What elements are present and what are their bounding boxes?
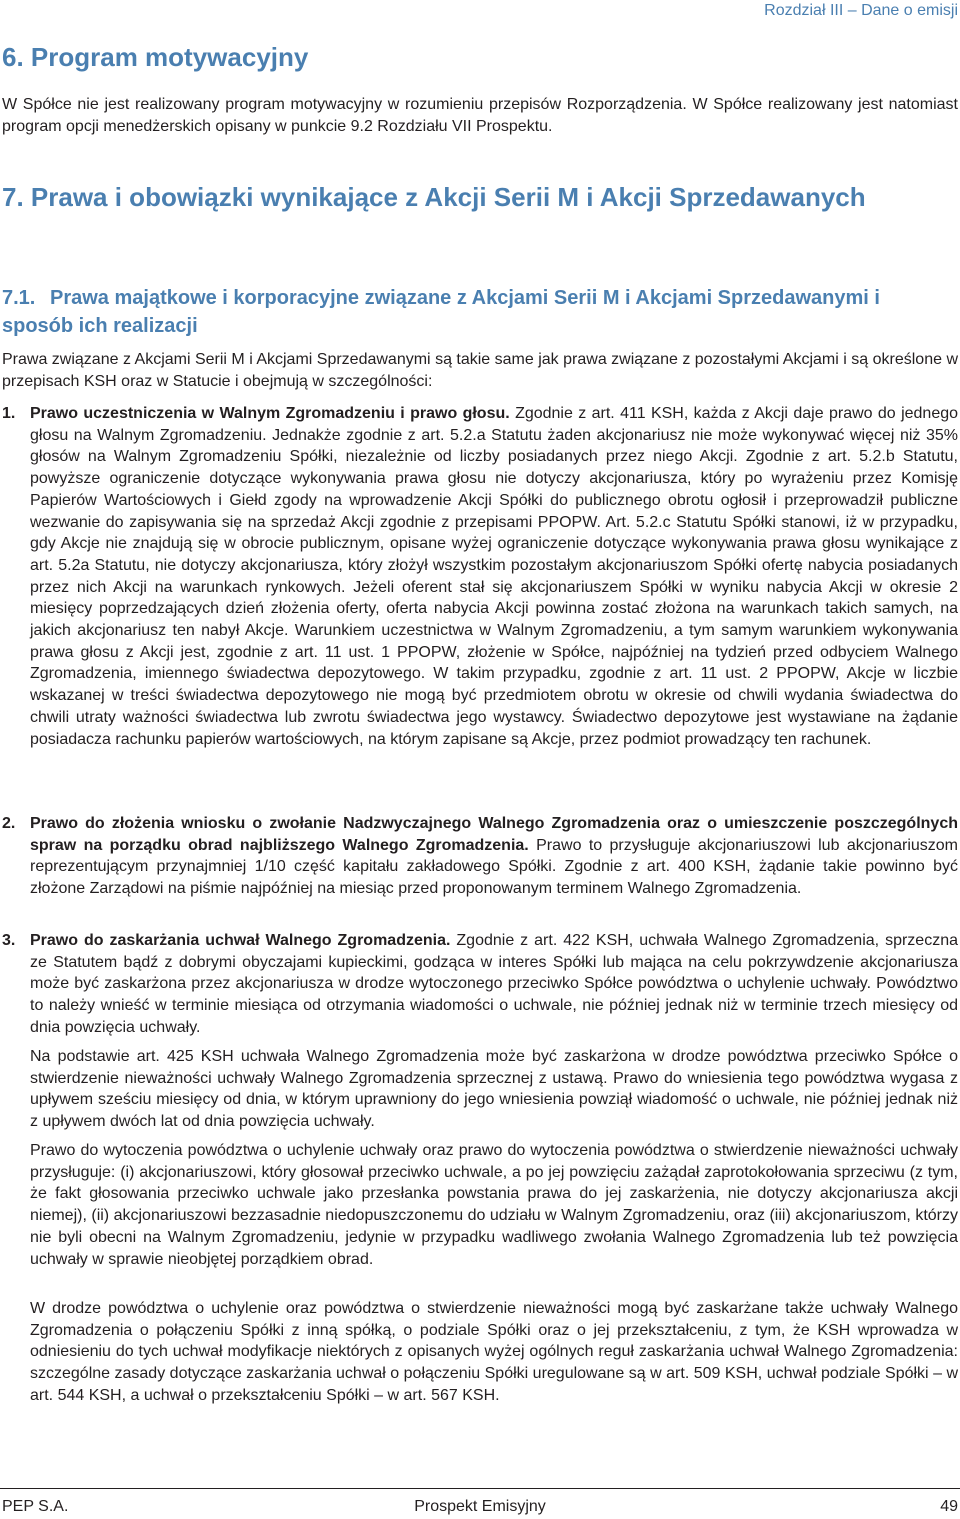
list-item-number: 1. [2, 405, 16, 422]
page-number: 49 [940, 1498, 958, 1515]
section-7-title: 7. Prawa i obowiązki wynikające z Akcji Serii M i Akcji Sprzedawanych [2, 182, 866, 212]
paragraph-merger-resolutions: W drodze powództwa o uchylenie oraz powództwa o stwierdzenie nieważności mogą być zaskarżane także uchwały Walnego Zgromadzenia o połączeniu Spółki z inną spółką, o podziale Spółki oraz o jej przekształceniu, z tym, że KSH wprowadza w odniesieniu do tych uchwał modyfikacje niektórych z opisanych wyżej ogólnych reguł zaskarżania uchwał Walnego Zgromadzenia: szczególne zasady dotyczące zaskarżania uchwał o połączeniu Spółki uregulowane są w art. 509 KSH, uchwał podziale Spółki – w art. 544 KSH, a uchwał o przekształceniu Spółki – w art. 567 KSH. [30, 1300, 958, 1404]
list-item-number: 2. [2, 815, 16, 832]
paragraph-right-to-sue: Prawo do wytoczenia powództwa o uchylenie uchwały oraz prawo do wytoczenia powództwa o stwierdzenie nieważności uchwały przysługuje: (i) akcjonariuszowi, który głosował przeciwko uchwale, a po jej powzięciu zażądał zaprotokołowania sprzeciwu (z tym, że fakt głosowania przeciwko uchwale jako przesłanka powstania prawa do jej zaskarżenia, nie dotyczy akcjonariusza akcji niemej), (ii) akcjonariuszowi bezzasadnie niedopuszczonemu do udziału w Walnym Zgromadzeniu, oraz (iii) akcjonariuszom, którzy nie byli obecni na Walnym Zgromadzeniu, jedynie w przypadku wadliwego zwołania Walnego Zgromadzenia lub też powzięcia uchwały w sprawie nieobjętej porządkiem obrad. [30, 1142, 958, 1268]
list-item-lead: Prawo uczestniczenia w Walnym Zgromadzeniu i prawo głosu. [30, 405, 510, 422]
list-item-text: Zgodnie z art. 411 KSH, każda z Akcji daje prawo do jednego głosu na Walnym Zgromadzeniu. Jednakże zgodnie z art. 5.2.a Statutu żaden akcjonariusz nie może wykonywać więcej niż 35% głosów na Walnym Zgromadzeniu Spółki, niezależnie od liczby posiadanych przez niego Akcji. Zgodnie z art. 5.2.b Statutu, powyższe ograniczenie dotyczące wykonywania prawa głosu nie dotyczy akcjonariusza, który po wyrażeniu przez Komisję Papierów Wartościowych i Giełd zgody na wprowadzenie Akcji Spółki do publicznego obrotu ogłosił i przeprowadził publiczne wezwanie do zapisywania się na sprzedaż Akcji zgodnie z przepisami PPOPW. Art. 5.2.c Statutu Spółki stanowi, iż w przypadku, gdy Akcje nie znajdują się w obrocie publicznym, opisane wyżej ograniczenie dotyczące wykonywania prawa głosu wynikające z art. 5.2a Statutu, nie dotyczy akcjonariusza, który złożył wszystkim pozostałym akcjonariuszom Spółki ofertę nabycia posiadanych przez nich Akcji na warunkach rynkowych. Jeżeli oferent stał się akcjonariuszem Spółki w wyniku nabycia Akcji w okresie 2 miesięcy poprzedzających dzień złożenia oferty, oferta nabycia Akcji powinna zostać złożona na warunkach takich samych, na jakich akcjonariusz ten nabył Akcje. Warunkiem uczestnictwa w Walnym Zgromadzeniu, a tym samym warunkiem wykonywania prawa głosu z Akcji jest, zgodnie z art. 11 ust. 1 PPOPW, złożenie w Spółce, najpóźniej na tydzień przed odbyciem Walnego Zgromadzenia, imiennego świadectwa depozytowego. W takim przypadku, zgodnie z art. 11 ust. 2 PPOPW, Akcje w liczbie wskazanej w treści świadectwa depozytowego nie mogą być przedmiotem obrotu w okresie od chwili wydania świadectwa do chwili utraty ważności świadectwa lub zwrotu świadectwa jego wystawcy. Świadectwo depozytowe jest wystawiane na żądanie posiadacza rachunku papierów wartościowych, na którym zapisane są Akcje, przez podmiot prowadzący ten rachunek. [30, 405, 959, 748]
list-item-body [30, 403, 958, 750]
footer-document-title: Prospekt Emisyjny [414, 1498, 546, 1515]
section-6-text: W Spółce nie jest realizowany program motywacyjny w rozumieniu przepisów Rozporządzenia. W Spółce realizowany jest natomiast program opcji menedżerskich opisany w punkcie 9.2 Rozdziału VII Prospektu. [2, 96, 958, 135]
list-item-lead: Prawo do zaskarżania uchwał Walnego Zgromadzenia. [30, 932, 451, 949]
page-footer [0, 1488, 960, 1517]
section-7-1-heading [2, 284, 952, 340]
section-7-1-title: Prawa majątkowe i korporacyjne związane z Akcjami Serii M i Akcjami Sprzedawanymi i sposób ich realizacji [2, 287, 880, 337]
paragraph-art-425: Na podstawie art. 425 KSH uchwała Walnego Zgromadzenia może być zaskarżona w drodze powództwa przeciwko Spółce o stwierdzenie nieważności uchwały Walnego Zgromadzenia sprzecznej z ustawą. Prawo do wniesienia tego powództwa wygasa z upływem sześciu miesięcy od dnia, w którym uprawniony do jego wniesienia powziął wiadomość o uchwale, nie później jednak niż z upływem dwóch lat od dnia powzięcia uchwały. [30, 1048, 958, 1131]
section-6-title: 6. Program motywacyjny [2, 42, 309, 72]
list-item-lead: Prawo do złożenia wniosku o zwołanie Nadzwyczajnego Walnego Zgromadzenia oraz o umieszczenie poszczególnych spraw na porządku obrad najbliższego Walnego Zgromadzenia. [30, 815, 958, 854]
list-item-3 [2, 930, 958, 1039]
list-item-1 [2, 403, 958, 750]
section-7-1-intro: Prawa związane z Akcjami Serii M i Akcjami Sprzedawanymi są takie same jak prawa związane z pozostałymi Akcjami i są określone w przepisach KSH oraz w Statucie i obejmują w szczególności: [2, 351, 958, 390]
list-item-text: Prawo to przysługuje akcjonariuszowi lub akcjonariuszom reprezentującym przynajmniej 1/10 część kapitału zakładowego Spółki. Zgodnie z art. 400 KSH, żądanie takie powinno być złożone Zarządowi na piśmie najpóźniej na miesiąc przed proponowanym terminem Walnego Zgromadzenia. [30, 836, 958, 898]
section-7-1-number: 7.1. [2, 287, 36, 309]
list-item-number: 3. [2, 932, 16, 949]
list-item-text: Zgodnie z art. 422 KSH, uchwała Walnego Zgromadzenia, sprzeczna ze Statutem bądź z dobrymi obyczajami kupieckimi, godząca w interes Spółki lub mająca na celu pokrzywdzenie akcjonariusza może być zaskarżona przez akcjonariusza w drodze wytoczonego przeciwko Spółce powództwa o uchylenie uchwały. Powództwo to należy wnieść w terminie miesiąca od otrzymania wiadomości o uchwale, nie później jednak niż w terminie trzech miesięcy od dnia powzięcia uchwały. [30, 932, 958, 1036]
list-item-body [30, 813, 958, 900]
footer-company: PEP S.A. [2, 1498, 69, 1515]
running-header: Rozdział III – Dane o emisji [764, 2, 958, 19]
list-item-body [30, 930, 958, 1039]
list-item-2 [2, 813, 958, 900]
